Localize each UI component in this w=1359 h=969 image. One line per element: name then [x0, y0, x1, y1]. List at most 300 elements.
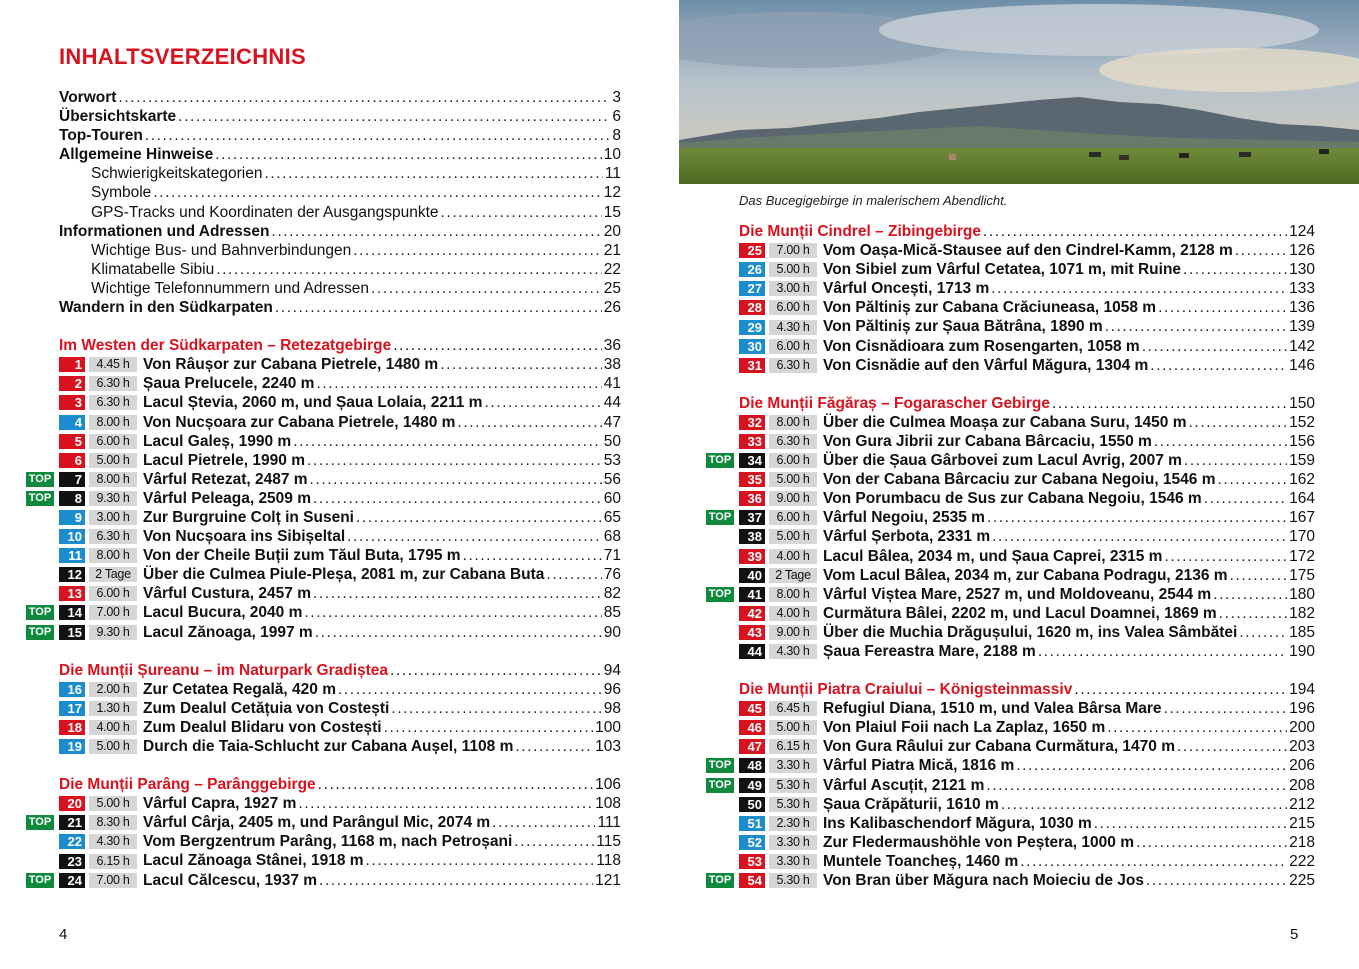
leader-dots — [316, 374, 601, 393]
leader-dots — [153, 183, 601, 202]
tour-entry[interactable] — [739, 852, 1315, 871]
entry-line — [59, 565, 621, 584]
duration-badge: 6.45 h — [769, 701, 817, 716]
section-heading[interactable] — [739, 222, 1315, 241]
toc-entry[interactable] — [59, 126, 621, 145]
page-reference: 190 — [1289, 642, 1315, 660]
top-tour-badge: TOP — [706, 453, 734, 468]
page-reference: 15 — [603, 203, 621, 221]
page-reference: 90 — [603, 623, 621, 641]
page-reference: 196 — [1289, 700, 1315, 718]
page-reference: 3 — [612, 89, 621, 106]
tour-number-badge: 3 — [59, 395, 85, 410]
page-reference: 65 — [603, 508, 621, 526]
entry-title: Im Westen der Südkarpaten – Retezatgebirge — [59, 337, 392, 355]
entry-title: Ins Kalibaschendorf Măgura, 1030 m — [823, 814, 1092, 832]
entry-line — [739, 756, 1315, 775]
tour-entry[interactable] — [28, 813, 621, 832]
entry-line — [59, 699, 621, 718]
entry-title: Von Nucșoara zur Cabana Pietrele, 1480 m — [143, 413, 456, 431]
entry-title: Vom Lacul Bâlea, 2034 m, zur Cabana Podragu, 2136 m — [823, 566, 1228, 584]
entry-title: Zum Dealul Cetățuia von Costești — [143, 699, 390, 717]
toc-entry[interactable] — [59, 298, 621, 317]
entry-line — [739, 279, 1315, 298]
page-reference: 222 — [1289, 852, 1315, 870]
tour-number-badge: 25 — [739, 243, 765, 258]
entry-title: Lacul Zănoaga Stânei, 1918 m — [143, 852, 364, 870]
leader-dots — [492, 813, 595, 832]
entry-line — [739, 241, 1315, 260]
page-reference: 162 — [1289, 471, 1315, 489]
tour-entry[interactable] — [708, 451, 1315, 470]
leader-dots — [371, 279, 602, 298]
entry-line — [59, 374, 621, 393]
page-reference: 150 — [1289, 394, 1315, 412]
entry-title: Von Gura Râului zur Cabana Curmătura, 1470 m — [823, 738, 1175, 756]
tour-entry[interactable] — [739, 642, 1315, 661]
top-tour-badge: TOP — [26, 625, 54, 640]
tour-number-badge: 54 — [739, 873, 765, 888]
tour-entry[interactable] — [739, 356, 1315, 375]
toc-entry[interactable] — [59, 145, 621, 164]
tour-number-badge: 26 — [739, 262, 765, 277]
tour-number-badge: 35 — [739, 472, 765, 487]
entry-line — [59, 260, 621, 279]
leader-dots — [1177, 737, 1287, 756]
entry-line — [59, 737, 621, 756]
duration-badge: 6.00 h — [769, 510, 817, 525]
entry-title: Refugiul Diana, 1510 m, und Valea Bârsa Mare — [823, 700, 1162, 718]
page-reference: 47 — [603, 413, 621, 431]
toc-entry[interactable] — [59, 107, 621, 126]
entry-title: Vom Bergzentrum Parâng, 1168 m, nach Petroșani — [143, 833, 513, 851]
toc-entry[interactable] — [59, 241, 621, 260]
tour-number-badge: 9 — [59, 510, 85, 525]
leader-dots — [1038, 642, 1287, 661]
tour-number-badge: 44 — [739, 644, 765, 659]
toc-entry[interactable] — [59, 260, 621, 279]
tour-entry[interactable] — [739, 814, 1315, 833]
tour-entry[interactable] — [708, 776, 1315, 795]
tour-entry[interactable] — [28, 603, 621, 622]
entry-title: Vârful Viștea Mare, 2527 m, und Moldoveanu, 2544 m — [823, 585, 1212, 603]
entry-title: Lacul Ștevia, 2060 m, und Șaua Lolaia, 2211 m — [143, 394, 483, 412]
page-reference: 60 — [603, 489, 621, 507]
entry-title: Die Munții Parâng – Parânggebirge — [59, 776, 316, 794]
leader-dots — [1107, 718, 1287, 737]
entry-title: Vom Oașa-Mică-Stausee auf den Cindrel-Kamm, 2128 m — [823, 242, 1233, 260]
entry-title: Zur Burgruine Colț in Suseni — [143, 508, 354, 526]
entry-title: Lacul Bucura, 2040 m — [143, 604, 303, 622]
tour-number-badge: 12 — [59, 567, 85, 582]
entry-line — [59, 851, 621, 870]
landscape-photo — [679, 0, 1359, 184]
tour-entry[interactable] — [739, 833, 1315, 852]
tour-number-badge: 32 — [739, 415, 765, 430]
page-reference: 175 — [1289, 566, 1315, 584]
entry-line — [59, 107, 621, 126]
section-heading[interactable] — [739, 394, 1315, 413]
tour-number-badge: 6 — [59, 453, 85, 468]
tour-entry[interactable] — [28, 489, 621, 508]
section-spacer — [59, 317, 621, 336]
entry-title: Durch die Taia-Schlucht zur Cabana Aușel, 1108 m — [143, 738, 514, 755]
tour-entry[interactable] — [739, 337, 1315, 356]
tour-number-badge: 40 — [739, 568, 765, 583]
entry-line — [59, 527, 621, 546]
tour-entry[interactable] — [28, 871, 621, 890]
tour-entry[interactable] — [59, 565, 621, 584]
entry-line — [59, 584, 621, 603]
tour-number-badge: 41 — [739, 587, 765, 602]
tour-entry[interactable] — [739, 737, 1315, 756]
tour-entry[interactable] — [739, 260, 1315, 279]
tour-entry[interactable] — [59, 374, 621, 393]
entry-title: Von der Cheile Buții zum Tăul Buta, 1795 m — [143, 547, 461, 565]
page-reference: 100 — [595, 718, 621, 736]
tour-entry[interactable] — [59, 451, 621, 470]
tour-entry[interactable] — [739, 317, 1315, 336]
entry-title: Vârful Negoiu, 2535 m — [823, 509, 985, 527]
entry-title: Wichtige Bus- und Bahnverbindungen — [91, 241, 352, 259]
duration-badge: 4.30 h — [769, 644, 817, 659]
page-reference: 156 — [1289, 432, 1315, 450]
section-heading[interactable] — [739, 680, 1315, 699]
duration-badge: 4.00 h — [89, 720, 137, 735]
tour-entry[interactable] — [739, 699, 1315, 718]
page-reference: 121 — [595, 871, 621, 889]
duration-badge: 5.00 h — [769, 720, 817, 735]
entry-title: Wandern in den Südkarpaten — [59, 299, 273, 317]
entry-title: Vârful Cârja, 2405 m, und Parângul Mic, 2074 m — [143, 814, 491, 832]
tour-number-badge: 46 — [739, 720, 765, 735]
tour-number-badge: 22 — [59, 834, 85, 849]
page-reference: 164 — [1289, 490, 1315, 508]
page-reference: 142 — [1289, 337, 1315, 355]
duration-badge: 5.30 h — [769, 778, 817, 793]
tour-entry[interactable] — [708, 585, 1315, 604]
tour-entry[interactable] — [739, 623, 1315, 642]
leader-dots — [1105, 317, 1287, 336]
page-reference: 218 — [1289, 833, 1315, 851]
toc-entry[interactable] — [59, 183, 621, 202]
page-reference: 152 — [1289, 413, 1315, 431]
duration-badge: 5.00 h — [89, 796, 137, 811]
entry-title: Über die Culmea Moașa zur Cabana Suru, 1450 m — [823, 413, 1187, 431]
tour-entry[interactable] — [739, 604, 1315, 623]
entry-title: Curmătura Bâlei, 2202 m, und Lacul Doamnei, 1869 m — [823, 604, 1217, 622]
entry-line — [739, 585, 1315, 604]
top-tour-badge: TOP — [26, 815, 54, 830]
leader-dots — [338, 680, 602, 699]
duration-badge: 9.00 h — [769, 625, 817, 640]
tour-number-badge: 33 — [739, 434, 765, 449]
duration-badge: 2 Tage — [769, 568, 817, 583]
leader-dots — [1184, 451, 1287, 470]
entry-line — [739, 737, 1315, 756]
tour-number-badge: 51 — [739, 816, 765, 831]
tour-entry[interactable] — [59, 584, 621, 603]
entry-title: Die Munții Piatra Craiului – Königsteinmassiv — [739, 681, 1073, 699]
entry-line — [59, 718, 621, 737]
tour-entry[interactable] — [28, 623, 621, 642]
entry-title: Von Nucșoara ins Sibișeltal — [143, 528, 346, 546]
page-reference: 41 — [603, 375, 621, 393]
leader-dots — [1158, 298, 1287, 317]
tour-entry[interactable] — [739, 547, 1315, 566]
tour-number-badge: 18 — [59, 720, 85, 735]
entry-line — [59, 489, 621, 508]
entry-title: Allgemeine Hinweise — [59, 146, 214, 164]
duration-badge: 3.30 h — [769, 835, 817, 850]
page-reference: 50 — [603, 432, 621, 450]
leader-dots — [1213, 585, 1287, 604]
entry-title: Top-Touren — [59, 127, 143, 145]
top-tour-badge: TOP — [26, 472, 54, 487]
page-reference: 103 — [595, 738, 621, 755]
section-spacer — [59, 756, 621, 775]
tour-entry[interactable] — [739, 470, 1315, 489]
duration-badge: 8.30 h — [89, 815, 137, 830]
tour-number-badge: 20 — [59, 796, 85, 811]
tour-entry[interactable] — [708, 756, 1315, 775]
entry-title: Lacul Călcescu, 1937 m — [143, 871, 318, 889]
page-reference: 25 — [603, 279, 621, 297]
tour-entry[interactable] — [708, 871, 1315, 890]
page-reference: 159 — [1289, 452, 1315, 470]
entry-line — [739, 623, 1315, 642]
tour-number-badge: 45 — [739, 701, 765, 716]
page-reference: 124 — [1289, 223, 1315, 240]
leader-dots — [1074, 680, 1287, 699]
tour-entry[interactable] — [739, 489, 1315, 508]
page-reference: 208 — [1289, 776, 1315, 794]
leader-dots — [178, 107, 610, 126]
entry-line — [59, 164, 621, 183]
entry-title: GPS-Tracks und Koordinaten der Ausgangspunkte — [91, 203, 439, 221]
duration-badge: 6.30 h — [769, 358, 817, 373]
tour-entry[interactable] — [59, 737, 621, 756]
entry-title: Șaua Prelucele, 2240 m — [143, 375, 315, 393]
tour-entry[interactable] — [59, 832, 621, 851]
entry-line — [59, 470, 621, 489]
tour-number-badge: 28 — [739, 300, 765, 315]
tour-entry[interactable] — [739, 718, 1315, 737]
entry-title: Vârful Custura, 2457 m — [143, 585, 311, 603]
tour-number-badge: 53 — [739, 854, 765, 869]
entry-title: Vorwort — [59, 89, 117, 106]
page-reference: 6 — [612, 108, 621, 126]
top-tour-badge: TOP — [706, 758, 734, 773]
tour-number-badge: 16 — [59, 682, 85, 697]
page-reference: 118 — [596, 852, 621, 870]
tour-entry[interactable] — [59, 680, 621, 699]
tour-entry[interactable] — [59, 432, 621, 451]
tour-entry[interactable] — [59, 718, 621, 737]
leader-dots — [1239, 623, 1287, 642]
section-spacer — [739, 661, 1315, 680]
page-reference: 53 — [603, 451, 621, 469]
entry-line — [59, 241, 621, 260]
leader-dots — [390, 661, 602, 680]
tour-entry[interactable] — [739, 279, 1315, 298]
entry-title: Über die Culmea Piule-Pleșa, 2081 m, zur Cabana Buta — [143, 566, 545, 584]
tour-entry[interactable] — [28, 470, 621, 489]
leader-dots — [457, 413, 601, 432]
entry-title: Von Gura Jibrii zur Cabana Bârcaciu, 1550 m — [823, 432, 1152, 450]
leader-dots — [353, 241, 602, 260]
tour-entry[interactable] — [708, 508, 1315, 527]
tour-number-badge: 42 — [739, 606, 765, 621]
page-reference: 215 — [1289, 814, 1315, 832]
tour-number-badge: 19 — [59, 739, 85, 754]
toc-entry[interactable] — [59, 222, 621, 241]
tour-number-badge: 8 — [59, 491, 85, 506]
duration-badge: 6.00 h — [769, 453, 817, 468]
top-tour-badge: TOP — [706, 873, 734, 888]
entry-title: Von Plaiul Foii nach La Zaplaz, 1650 m — [823, 719, 1106, 737]
leader-dots — [983, 222, 1287, 241]
duration-badge: 6.00 h — [89, 586, 137, 601]
leader-dots — [546, 565, 601, 584]
tour-entry[interactable] — [59, 393, 621, 412]
tour-entry[interactable] — [739, 413, 1315, 432]
tour-entry[interactable] — [59, 546, 621, 565]
page-reference: 56 — [603, 470, 621, 488]
entry-line — [739, 795, 1315, 814]
page-reference: 21 — [603, 241, 621, 259]
page-reference: 44 — [603, 394, 621, 412]
leader-dots — [1020, 852, 1287, 871]
tour-entry[interactable] — [59, 794, 621, 813]
entry-title: Die Munții Cindrel – Zibingebirge — [739, 223, 981, 240]
page-reference: 68 — [603, 528, 621, 546]
tour-number-badge: 15 — [59, 625, 85, 640]
page-reference: 167 — [1289, 509, 1315, 527]
tour-entry[interactable] — [739, 795, 1315, 814]
entry-line — [59, 603, 621, 622]
entry-line — [59, 145, 621, 164]
tour-number-badge: 43 — [739, 625, 765, 640]
duration-badge: 9.30 h — [89, 491, 137, 506]
tour-number-badge: 23 — [59, 854, 85, 869]
leader-dots — [304, 603, 601, 622]
leader-dots — [992, 527, 1287, 546]
tour-entry[interactable] — [739, 566, 1315, 585]
tour-number-badge: 5 — [59, 434, 85, 449]
entry-title: Von der Cabana Bârcaciu zur Cabana Negoiu, 1546 m — [823, 471, 1216, 489]
leader-dots — [1154, 432, 1287, 451]
entry-line — [739, 527, 1315, 546]
entry-line — [739, 604, 1315, 623]
leader-dots — [1218, 470, 1288, 489]
page-reference: 203 — [1289, 738, 1315, 756]
tour-number-badge: 21 — [59, 815, 85, 830]
entry-line — [59, 546, 621, 565]
duration-badge: 4.30 h — [89, 834, 137, 849]
tour-entry[interactable] — [59, 508, 621, 527]
entry-title: Von Păltiniș zur Cabana Crăciuneasa, 1058 m — [823, 299, 1157, 317]
tour-number-badge: 24 — [59, 873, 85, 888]
leader-dots — [484, 393, 601, 412]
toc-entry[interactable] — [59, 279, 621, 298]
entry-line — [739, 317, 1315, 336]
entry-title: Über die Muchia Drăgușului, 1620 m, ins Valea Sâmbătei — [823, 623, 1238, 641]
page-reference: 85 — [603, 604, 621, 622]
top-tour-badge: TOP — [706, 587, 734, 602]
section-heading[interactable] — [59, 775, 621, 794]
tour-entry[interactable] — [739, 298, 1315, 317]
top-tour-badge: TOP — [706, 510, 734, 525]
entry-title: Schwierigkeitskategorien — [91, 165, 263, 183]
section-heading[interactable] — [59, 661, 621, 680]
page-reference: 170 — [1289, 528, 1315, 546]
entry-line — [739, 394, 1315, 413]
tour-number-badge: 47 — [739, 739, 765, 754]
page-reference: 12 — [603, 184, 621, 202]
toc-entry[interactable] — [59, 203, 621, 222]
leader-dots — [271, 222, 601, 241]
tour-entry[interactable] — [59, 699, 621, 718]
tour-number-badge: 10 — [59, 529, 85, 544]
toc-entry[interactable] — [59, 88, 621, 107]
leader-dots — [384, 718, 594, 737]
leader-dots — [986, 776, 1287, 795]
tour-entry[interactable] — [59, 527, 621, 546]
entry-line — [739, 470, 1315, 489]
tour-entry[interactable] — [59, 413, 621, 432]
page-reference: 200 — [1289, 719, 1315, 737]
entry-title: Symbole — [91, 184, 152, 202]
tour-entry[interactable] — [739, 432, 1315, 451]
duration-badge: 5.30 h — [769, 797, 817, 812]
page-reference: 182 — [1289, 604, 1315, 622]
tour-number-badge: 1 — [59, 357, 85, 372]
entry-title: Lacul Bâlea, 2034 m, und Șaua Caprei, 2315 m — [823, 547, 1163, 565]
entry-line — [739, 260, 1315, 279]
page-reference: 111 — [597, 814, 621, 832]
entry-line — [59, 279, 621, 298]
entry-line — [59, 126, 621, 145]
entry-line — [59, 413, 621, 432]
duration-badge: 9.30 h — [89, 625, 137, 640]
top-tour-badge: TOP — [26, 873, 54, 888]
section-heading[interactable] — [59, 336, 621, 355]
duration-badge: 8.00 h — [769, 587, 817, 602]
duration-badge: 4.00 h — [769, 549, 817, 564]
duration-badge: 8.00 h — [89, 415, 137, 430]
entry-title: Übersichtskarte — [59, 108, 177, 126]
duration-badge: 6.30 h — [89, 529, 137, 544]
duration-badge: 4.30 h — [769, 320, 817, 335]
tour-entry[interactable] — [59, 355, 621, 374]
duration-badge: 3.00 h — [769, 281, 817, 296]
tour-entry[interactable] — [739, 241, 1315, 260]
toc-entry[interactable] — [59, 164, 621, 183]
entry-title: Lacul Galeș, 1990 m — [143, 432, 292, 450]
page-reference: 71 — [603, 547, 621, 565]
entry-line — [739, 337, 1315, 356]
entry-title: Die Munții Șureanu – im Naturpark Gradiștea — [59, 661, 389, 679]
tour-entry[interactable] — [59, 851, 621, 870]
entry-title: Vârful Ascuțit, 2121 m — [823, 776, 985, 794]
entry-title: Klimatabelle Sibiu — [91, 260, 215, 278]
leader-dots — [1094, 814, 1287, 833]
tour-number-badge: 2 — [59, 376, 85, 391]
leader-dots — [356, 508, 602, 527]
page-reference: 172 — [1289, 547, 1315, 565]
tour-entry[interactable] — [739, 527, 1315, 546]
